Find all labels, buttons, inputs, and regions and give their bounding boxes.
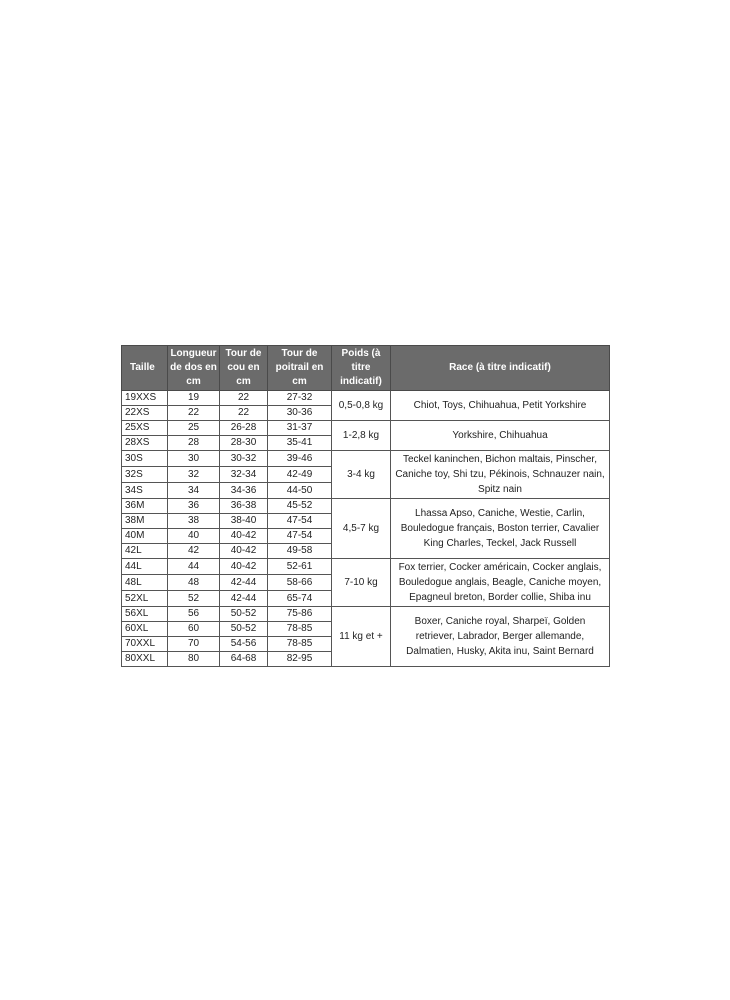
cell-poitrail: 30-36 — [268, 406, 332, 421]
table-row — [122, 499, 610, 514]
cell-cou: 22 — [220, 406, 268, 421]
cell-poitrail: 78-85 — [268, 637, 332, 652]
cell-poitrail: 82-95 — [268, 652, 332, 667]
cell-poitrail: 42-49 — [268, 467, 332, 483]
cell-taille: 36M — [122, 499, 168, 514]
cell-longueur: 32 — [168, 467, 220, 483]
cell-poitrail: 78-85 — [268, 622, 332, 637]
cell-longueur: 52 — [168, 591, 220, 607]
cell-cou: 36-38 — [220, 499, 268, 514]
cell-cou: 34-36 — [220, 483, 268, 499]
cell-poitrail: 35-41 — [268, 436, 332, 451]
cell-poitrail: 27-32 — [268, 391, 332, 406]
table-row — [122, 607, 610, 622]
cell-taille: 28XS — [122, 436, 168, 451]
cell-cou: 22 — [220, 391, 268, 406]
cell-longueur: 60 — [168, 622, 220, 637]
cell-taille: 56XL — [122, 607, 168, 622]
cell-longueur: 25 — [168, 421, 220, 436]
cell-poitrail: 47-54 — [268, 529, 332, 544]
cell-poitrail: 39-46 — [268, 451, 332, 467]
cell-poitrail: 31-37 — [268, 421, 332, 436]
cell-longueur: 19 — [168, 391, 220, 406]
cell-cou: 40-42 — [220, 559, 268, 575]
cell-cou: 54-56 — [220, 637, 268, 652]
cell-cou: 40-42 — [220, 544, 268, 559]
cell-cou: 50-52 — [220, 607, 268, 622]
cell-poitrail: 75-86 — [268, 607, 332, 622]
cell-taille: 44L — [122, 559, 168, 575]
table-body — [122, 391, 610, 667]
cell-cou: 38-40 — [220, 514, 268, 529]
cell-cou: 64-68 — [220, 652, 268, 667]
header-poids: Poids (à titre indicatif) — [332, 346, 391, 391]
size-chart-table — [121, 345, 610, 667]
cell-cou: 30-32 — [220, 451, 268, 467]
cell-poitrail: 52-61 — [268, 559, 332, 575]
header-longueur: Longueur de dos en cm — [168, 346, 220, 391]
cell-longueur: 38 — [168, 514, 220, 529]
header-taille: Taille — [122, 346, 168, 391]
cell-longueur: 40 — [168, 529, 220, 544]
cell-taille: 48L — [122, 575, 168, 591]
header-poitrail: Tour de poitrail en cm — [268, 346, 332, 391]
header-cou: Tour de cou en cm — [220, 346, 268, 391]
cell-poitrail: 44-50 — [268, 483, 332, 499]
cell-taille: 70XXL — [122, 637, 168, 652]
cell-taille: 34S — [122, 483, 168, 499]
cell-poitrail: 45-52 — [268, 499, 332, 514]
cell-taille: 22XS — [122, 406, 168, 421]
cell-poids: 3-4 kg — [332, 451, 391, 499]
cell-poids: 11 kg et + — [332, 607, 391, 667]
table-row — [122, 451, 610, 467]
cell-race: Lhassa Apso, Caniche, Westie, Carlin, Bouledogue français, Boston terrier, Cavalier King Charles, Teckel, Jack Russell — [391, 499, 610, 559]
cell-taille: 19XXS — [122, 391, 168, 406]
cell-race: Chiot, Toys, Chihuahua, Petit Yorkshire — [391, 391, 610, 421]
cell-race: Yorkshire, Chihuahua — [391, 421, 610, 451]
cell-taille: 80XXL — [122, 652, 168, 667]
cell-cou: 40-42 — [220, 529, 268, 544]
cell-longueur: 56 — [168, 607, 220, 622]
cell-poids: 0,5-0,8 kg — [332, 391, 391, 421]
cell-longueur: 70 — [168, 637, 220, 652]
header-race: Race (à titre indicatif) — [391, 346, 610, 391]
cell-longueur: 30 — [168, 451, 220, 467]
cell-poitrail: 58-66 — [268, 575, 332, 591]
cell-longueur: 42 — [168, 544, 220, 559]
cell-cou: 32-34 — [220, 467, 268, 483]
cell-cou: 42-44 — [220, 591, 268, 607]
cell-longueur: 48 — [168, 575, 220, 591]
cell-poids: 4,5-7 kg — [332, 499, 391, 559]
cell-cou: 50-52 — [220, 622, 268, 637]
table-row — [122, 421, 610, 436]
cell-taille: 25XS — [122, 421, 168, 436]
cell-taille: 40M — [122, 529, 168, 544]
cell-longueur: 80 — [168, 652, 220, 667]
cell-poids: 1-2,8 kg — [332, 421, 391, 451]
table-header — [122, 346, 610, 391]
cell-cou: 28-30 — [220, 436, 268, 451]
cell-taille: 32S — [122, 467, 168, 483]
cell-poids: 7-10 kg — [332, 559, 391, 607]
cell-taille: 52XL — [122, 591, 168, 607]
cell-taille: 42L — [122, 544, 168, 559]
cell-race: Boxer, Caniche royal, Sharpeï, Golden retriever, Labrador, Berger allemande, Dalmatien, Husky, Akita inu, Saint Bernard — [391, 607, 610, 667]
cell-race: Teckel kaninchen, Bichon maltais, Pinscher, Caniche toy, Shi tzu, Pékinois, Schnauzer nain, Spitz nain — [391, 451, 610, 499]
cell-taille: 60XL — [122, 622, 168, 637]
cell-longueur: 28 — [168, 436, 220, 451]
cell-taille: 30S — [122, 451, 168, 467]
table-row — [122, 559, 610, 575]
cell-longueur: 22 — [168, 406, 220, 421]
cell-longueur: 34 — [168, 483, 220, 499]
cell-race: Fox terrier, Cocker américain, Cocker anglais, Bouledogue anglais, Beagle, Caniche moyen, Epagneul breton, Border collie, Shiba inu — [391, 559, 610, 607]
cell-taille: 38M — [122, 514, 168, 529]
cell-longueur: 44 — [168, 559, 220, 575]
cell-poitrail: 47-54 — [268, 514, 332, 529]
cell-longueur: 36 — [168, 499, 220, 514]
table-row — [122, 391, 610, 406]
cell-poitrail: 49-58 — [268, 544, 332, 559]
cell-cou: 26-28 — [220, 421, 268, 436]
cell-cou: 42-44 — [220, 575, 268, 591]
cell-poitrail: 65-74 — [268, 591, 332, 607]
